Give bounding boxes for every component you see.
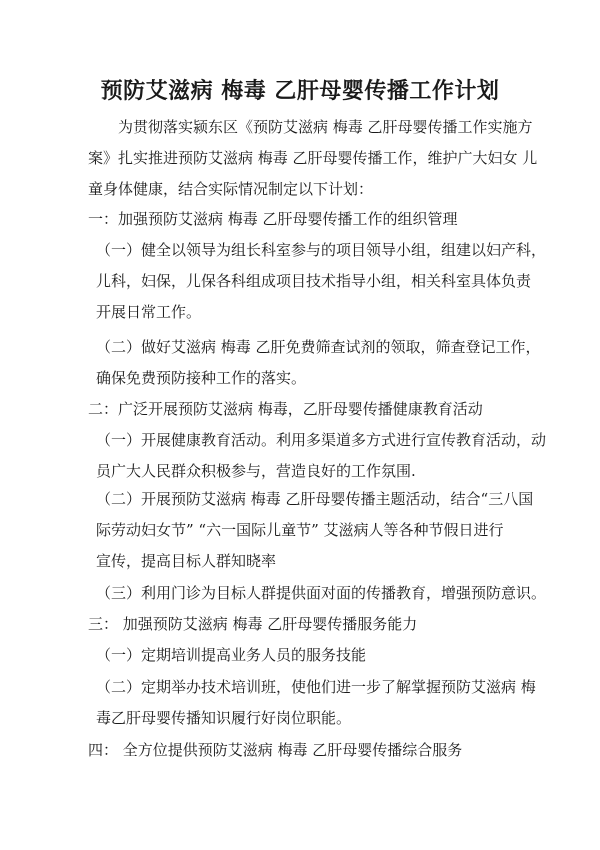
section-2-item-2 bbox=[88, 484, 534, 577]
section-2-item-3-line-1: （三）利用门诊为目标人群提供面对面的传播教育，增强预防意识。 bbox=[96, 584, 547, 602]
section-3-item-2 bbox=[88, 672, 536, 734]
section-1-item-1-line-3: 开展日常工作。 bbox=[96, 303, 202, 321]
section-4-heading-text: 四： 全方位提供预防艾滋病 梅毒 乙肝母婴传播综合服务 bbox=[88, 741, 463, 759]
section-1-item-2 bbox=[88, 332, 541, 394]
section-4-heading bbox=[88, 735, 528, 766]
intro-paragraph bbox=[88, 112, 538, 205]
section-3-heading-text: 三： 加强预防艾滋病 梅毒 乙肝母婴传播服务能力 bbox=[88, 615, 418, 633]
section-2-item-2-line-2: 际劳动妇女节” “六一国际儿童节” 艾滋病人等各种节假日进行 bbox=[96, 521, 504, 539]
section-1-heading-text: 一：加强预防艾滋病 梅毒 乙肝母婴传播工作的组织管理 bbox=[88, 210, 458, 228]
section-3-heading bbox=[88, 609, 528, 640]
section-2-item-2-line-3: 宣传，提高目标人群知晓率 bbox=[96, 552, 277, 570]
section-1-item-1 bbox=[88, 235, 547, 328]
section-1-item-2-line-1: （二）做好艾滋病 梅毒 乙肝免费筛查试剂的领取，筛查登记工作， bbox=[96, 338, 541, 356]
section-1-item-1-line-1: （一）健全以领导为组长科室参与的项目领导小组，组建以妇产科， bbox=[96, 241, 547, 259]
section-2-heading-text: 二：广泛开展预防艾滋病 梅毒，乙肝母婴传播健康教育活动 bbox=[88, 400, 483, 418]
section-3-item-1-line-1: （一）定期培训提高业务人员的服务技能 bbox=[96, 646, 367, 664]
document-title: 预防艾滋病 梅毒 乙肝母婴传播工作计划 bbox=[100, 78, 500, 104]
section-2-item-1-line-1: （一）开展健康教育活动。利用多渠道多方式进行宣传教育活动，动 bbox=[96, 431, 547, 449]
section-2-item-1-line-2: 员广大人民群众积极参与，营造良好的工作氛围. bbox=[96, 462, 416, 480]
intro-line-3: 童身体健康，结合实际情况制定以下计划： bbox=[88, 180, 374, 198]
section-1-item-1-line-2: 儿科，妇保，儿保各科组成项目技术指导小组，相关科室具体负责 bbox=[96, 272, 532, 290]
section-3-item-2-line-2: 毒乙肝母婴传播知识履行好岗位职能。 bbox=[96, 709, 352, 727]
intro-line-1: 为贯彻落实颍东区《预防艾滋病 梅毒 乙肝母婴传播工作实施方 bbox=[118, 118, 533, 136]
section-3-item-2-line-1: （二）定期举办技术培训班，使他们进一步了解掌握预防艾滋病 梅 bbox=[96, 678, 536, 696]
section-1-item-2-line-2: 确保免费预防接种工作的落实。 bbox=[96, 369, 307, 387]
section-2-heading bbox=[88, 394, 528, 425]
section-3-item-1 bbox=[88, 640, 528, 671]
intro-line-2: 案》扎实推进预防艾滋病 梅毒 乙肝母婴传播工作，维护广大妇女 儿 bbox=[88, 149, 538, 167]
section-1-heading bbox=[88, 204, 528, 235]
section-2-item-2-line-1: （二）开展预防艾滋病 梅毒 乙肝母婴传播主题活动，结合“三八国 bbox=[96, 490, 534, 508]
section-2-item-1 bbox=[88, 425, 547, 487]
section-2-item-3 bbox=[88, 578, 547, 609]
